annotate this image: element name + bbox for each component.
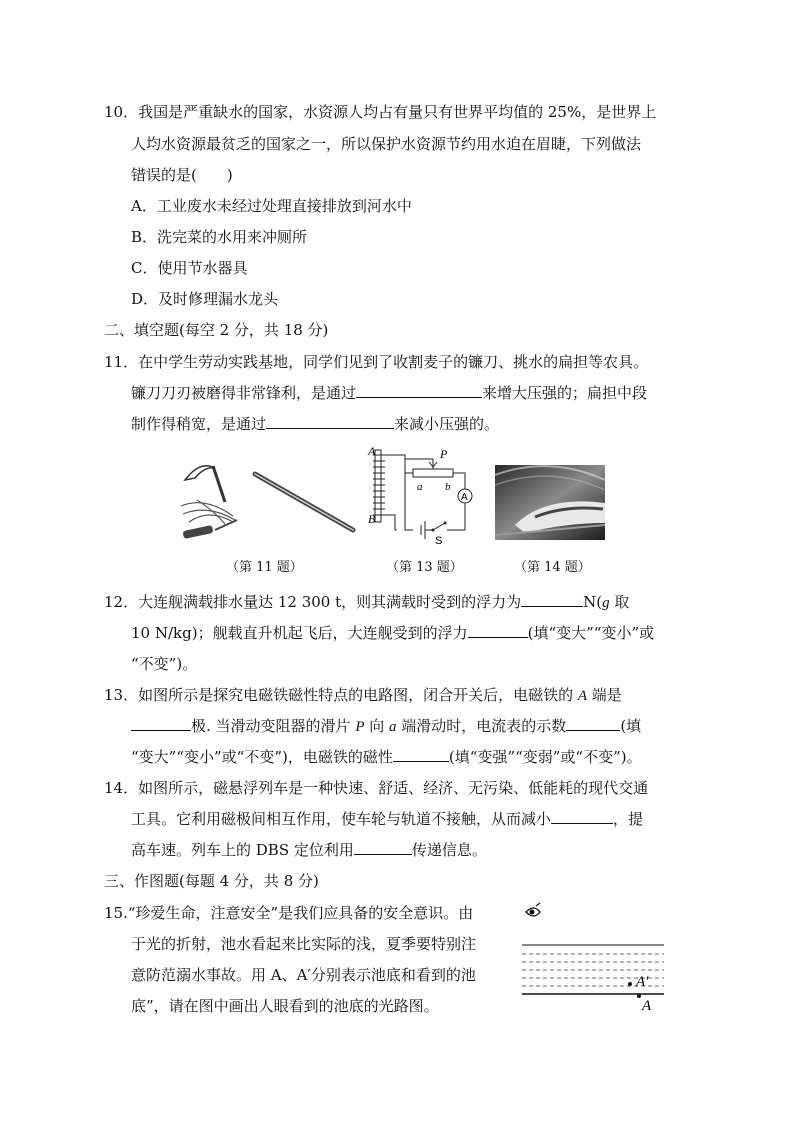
label-terminal-a: a <box>417 481 423 493</box>
label-slider-p: P <box>440 447 448 461</box>
label-switch-s: S <box>435 535 443 545</box>
q14-text: 高车速。列车上的 DBS 定位利用 <box>131 841 354 859</box>
q15-line-2: 于光的折射，池水看起来比实际的浅，夏季要特别注 <box>131 935 477 953</box>
q11-text: 镰刀刀刃被磨得非常锋利，是通过 <box>131 384 357 402</box>
q13-text: 向 <box>364 717 390 735</box>
label-terminal-b: b <box>445 481 451 493</box>
q14-line-1: 14．如图所示，磁悬浮列车是一种快速、舒适、经济、无污染、低能耗的现代交通 <box>104 779 649 797</box>
q14-blank-1[interactable] <box>551 809 613 824</box>
q14-blank-2[interactable] <box>354 840 412 855</box>
section-2-heading: 二、填空题(每空 2 分，共 18 分) <box>104 321 329 339</box>
q11-text: 制作得稍宽，是通过 <box>131 415 267 433</box>
q13-text: “变大”“变小”或“不变”)，电磁铁的磁性 <box>131 748 393 766</box>
q12-line-2 <box>131 623 654 643</box>
q13-text: (填 <box>620 717 642 735</box>
eye-icon <box>526 903 540 916</box>
q14-line-2 <box>131 809 643 829</box>
q10-line-3: 错误的是( ) <box>131 166 233 184</box>
q11-line-3 <box>131 414 499 434</box>
q12-line-1 <box>104 592 629 613</box>
q11-text: 来增大压强的；扁担中段 <box>482 384 648 402</box>
q13-line-1 <box>104 685 622 706</box>
figure-13-caption: （第 13 题） <box>386 560 463 575</box>
q15-line-4: 底”，请在图中画出人眼看到的池底的光路图。 <box>131 997 439 1015</box>
q11-line-2 <box>131 383 647 403</box>
label-end-b: B <box>368 512 376 526</box>
q13-blank-1[interactable] <box>131 716 191 731</box>
q13-text: (填“变强”“变弱”或“不变”)。 <box>448 748 642 766</box>
q12-line-3: “不变”)。 <box>131 655 198 673</box>
q10-option-c: C．使用节水器具 <box>131 259 248 277</box>
figure-15-pool-diagram <box>518 900 668 1015</box>
figure-14-maglev-train <box>495 465 605 540</box>
label-a: A <box>642 998 652 1014</box>
q12-var-g: g <box>602 595 610 611</box>
ammeter-symbol: A <box>461 492 468 503</box>
q11-text: 来减小压强的。 <box>394 415 500 433</box>
q11-line-1: 11．在中学生劳动实践基地，同学们见到了收割麦子的镰刀、挑水的扁担等农具。 <box>104 353 649 371</box>
q10-line-2: 人均水资源最贫乏的国家之一，所以保护水资源节约用水迫在眉睫，下列做法 <box>131 135 642 153</box>
q12-text: N( <box>583 593 603 611</box>
q12-text: 取 <box>609 593 630 611</box>
q10-line-1: 10．我国是严重缺水的国家，水资源人均占有量只有世界平均值的 25%，是世界上 <box>104 103 657 121</box>
q12-text: 10 N/kg)；舰载直升机起飞后，大连舰受到的浮力 <box>131 624 468 642</box>
figure-14-caption: （第 14 题） <box>514 560 591 575</box>
q13-var-a: A <box>577 688 588 704</box>
q14-text: 传递信息。 <box>411 841 487 859</box>
q10-option-b: B．洗完菜的水用来冲厕所 <box>131 228 308 246</box>
figure-11-caption: （第 11 题） <box>226 560 303 575</box>
q11-blank-1[interactable] <box>356 383 482 398</box>
q12-blank-1[interactable] <box>521 592 583 607</box>
q13-line-2 <box>131 716 641 737</box>
q13-text: 极. 当滑动变阻器的滑片 <box>191 717 356 735</box>
q13-var-p: P <box>355 719 365 735</box>
label-a-prime: A′ <box>636 974 649 990</box>
q13-blank-3[interactable] <box>393 747 449 762</box>
q11-blank-2[interactable] <box>266 414 394 429</box>
q10-option-d: D．及时修理漏水龙头 <box>131 290 279 308</box>
q12-text: 12．大连舰满载排水量达 12 300 t，则其满载时受到的浮力为 <box>104 593 522 611</box>
q13-text: 端滑动时，电流表的示数 <box>396 717 567 735</box>
q13-var-a-terminal: a <box>389 719 397 735</box>
q13-text: 端是 <box>587 686 622 704</box>
q14-text: 工具。它利用磁极间相互作用，使车轮与轨道不接触，从而减小 <box>131 810 552 828</box>
q13-blank-2[interactable] <box>566 716 620 731</box>
q15-line-1: 15.“珍爱生命，注意安全”是我们应具备的安全意识。由 <box>104 904 474 922</box>
label-end-a: A <box>368 445 376 458</box>
figure-13-circuit <box>365 445 480 545</box>
q14-line-3 <box>131 840 487 860</box>
q12-text: (填“变大”“变小”或 <box>527 624 655 642</box>
figure-11-farm-tools <box>175 460 360 550</box>
q14-text: ，提 <box>613 810 644 828</box>
q12-blank-2[interactable] <box>468 623 528 638</box>
q15-line-3: 意防范溺水事故。用 A、A′分别表示池底和看到的池 <box>131 966 476 984</box>
section-3-heading: 三、作图题(每题 4 分，共 8 分) <box>104 872 319 890</box>
q10-option-a: A．工业废水未经过处理直接排放到河水中 <box>131 197 412 215</box>
q13-text: 13．如图所示是探究电磁铁磁性特点的电路图，闭合开关后，电磁铁的 <box>104 686 578 704</box>
q13-line-3 <box>131 747 642 767</box>
